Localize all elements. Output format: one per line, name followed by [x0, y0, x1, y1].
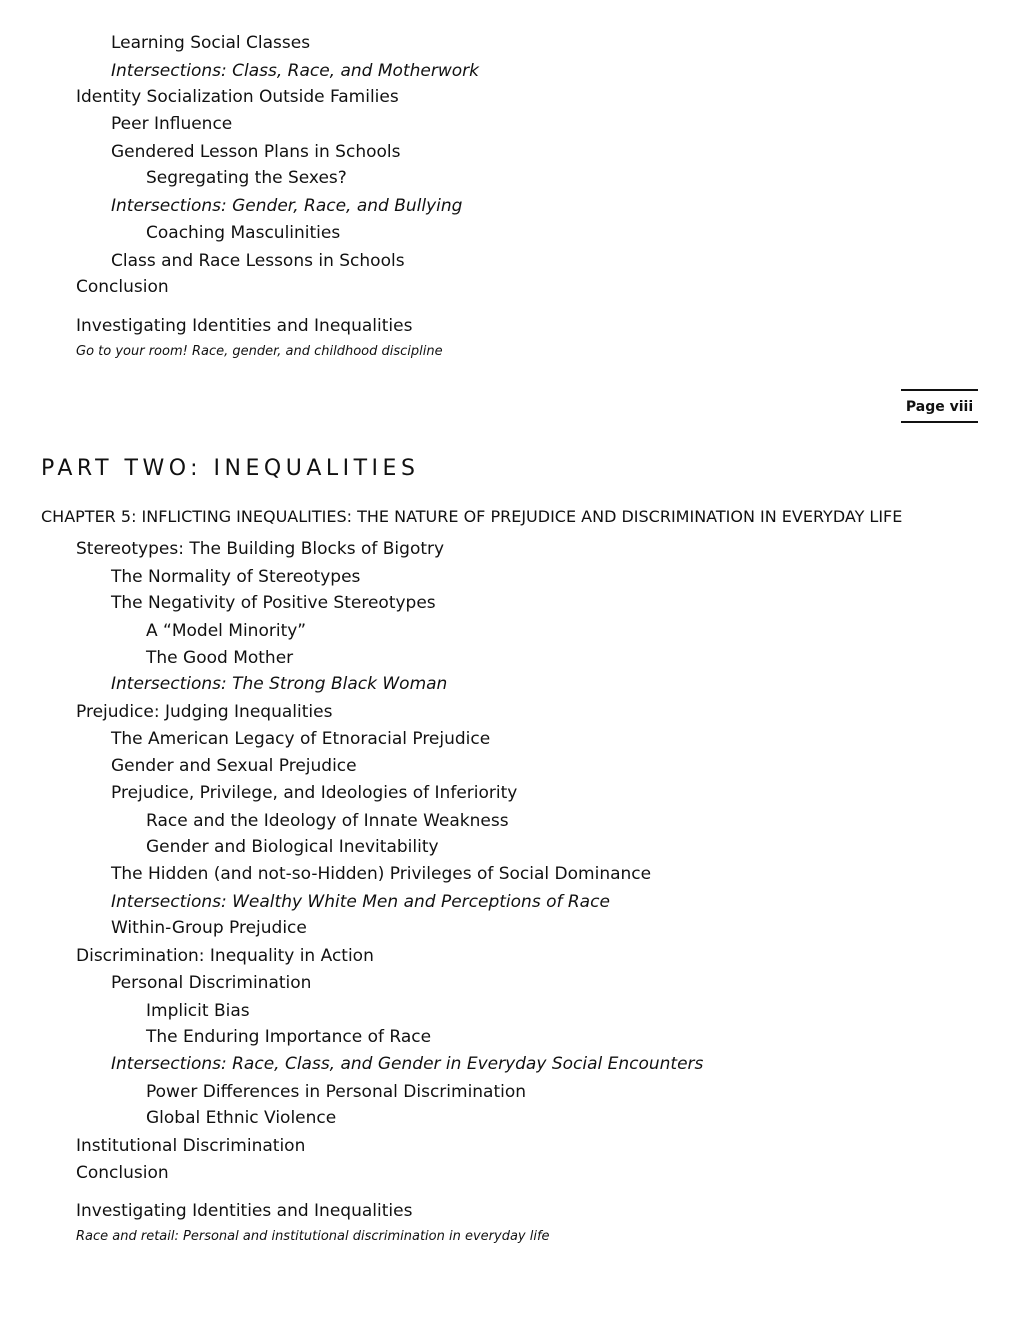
toc-entry: Peer Influence — [111, 114, 233, 134]
toc-entry: Within-Group Prejudice — [111, 918, 307, 938]
toc-entry: The Enduring Importance of Race — [146, 1027, 432, 1047]
toc-entry-intersections: Intersections: Class, Race, and Motherwork — [111, 61, 479, 81]
investigating-subtitle: Go to your room! Race, gender, and childhood discipline — [76, 344, 443, 359]
part-title: PART TWO: INEQUALITIES — [41, 456, 420, 481]
toc-entry: Discrimination: Inequality in Action — [76, 946, 374, 966]
toc-entry-intersections: Intersections: Race, Class, and Gender in Everyday Social Encounters — [111, 1054, 704, 1074]
toc-entry: Race and the Ideology of Innate Weakness — [146, 811, 509, 831]
toc-entry: Power Differences in Personal Discrimination — [146, 1082, 527, 1102]
toc-entry: Conclusion — [76, 277, 169, 297]
investigating-heading: Investigating Identities and Inequalities — [76, 316, 413, 336]
toc-entry: The Good Mother — [146, 648, 294, 668]
investigating-subtitle: Race and retail: Personal and institutional discrimination in everyday life — [76, 1229, 550, 1244]
toc-entry: The American Legacy of Etnoracial Prejudice — [111, 729, 491, 749]
toc-entry: Prejudice, Privilege, and Ideologies of Inferiority — [111, 783, 518, 803]
toc-entry: Identity Socialization Outside Families — [76, 87, 399, 107]
toc-entry: Gender and Sexual Prejudice — [111, 756, 357, 776]
toc-entry: Personal Discrimination — [111, 973, 312, 993]
toc-entry: The Hidden (and not-so-Hidden) Privileges of Social Dominance — [111, 864, 652, 884]
chapter-title: CHAPTER 5: INFLICTING INEQUALITIES: THE NATURE OF PREJUDICE AND DISCRIMINATION IN EVERYDAY LIFE — [41, 507, 903, 526]
toc-entry: Gendered Lesson Plans in Schools — [111, 142, 401, 162]
toc-entry: Coaching Masculinities — [146, 223, 341, 243]
toc-entry: Learning Social Classes — [111, 33, 311, 53]
page-number-marker: Page viii — [901, 389, 978, 423]
toc-entry-intersections: Intersections: The Strong Black Woman — [111, 674, 448, 694]
toc-entry: Segregating the Sexes? — [146, 168, 347, 188]
investigating-heading: Investigating Identities and Inequalities — [76, 1201, 413, 1221]
toc-entry: Stereotypes: The Building Blocks of Bigotry — [76, 539, 445, 559]
toc-entry: The Normality of Stereotypes — [111, 567, 361, 587]
toc-entry: The Negativity of Positive Stereotypes — [111, 593, 436, 613]
toc-entry: Class and Race Lessons in Schools — [111, 251, 405, 271]
toc-entry-intersections: Intersections: Wealthy White Men and Perceptions of Race — [111, 892, 610, 912]
toc-entry: Global Ethnic Violence — [146, 1108, 337, 1128]
toc-entry: Gender and Biological Inevitability — [146, 837, 439, 857]
toc-entry: Institutional Discrimination — [76, 1136, 306, 1156]
toc-entry: Implicit Bias — [146, 1001, 250, 1021]
toc-entry: A “Model Minority” — [146, 621, 307, 641]
toc-entry: Conclusion — [76, 1163, 169, 1183]
toc-entry-intersections: Intersections: Gender, Race, and Bullying — [111, 196, 463, 216]
toc-entry: Prejudice: Judging Inequalities — [76, 702, 333, 722]
